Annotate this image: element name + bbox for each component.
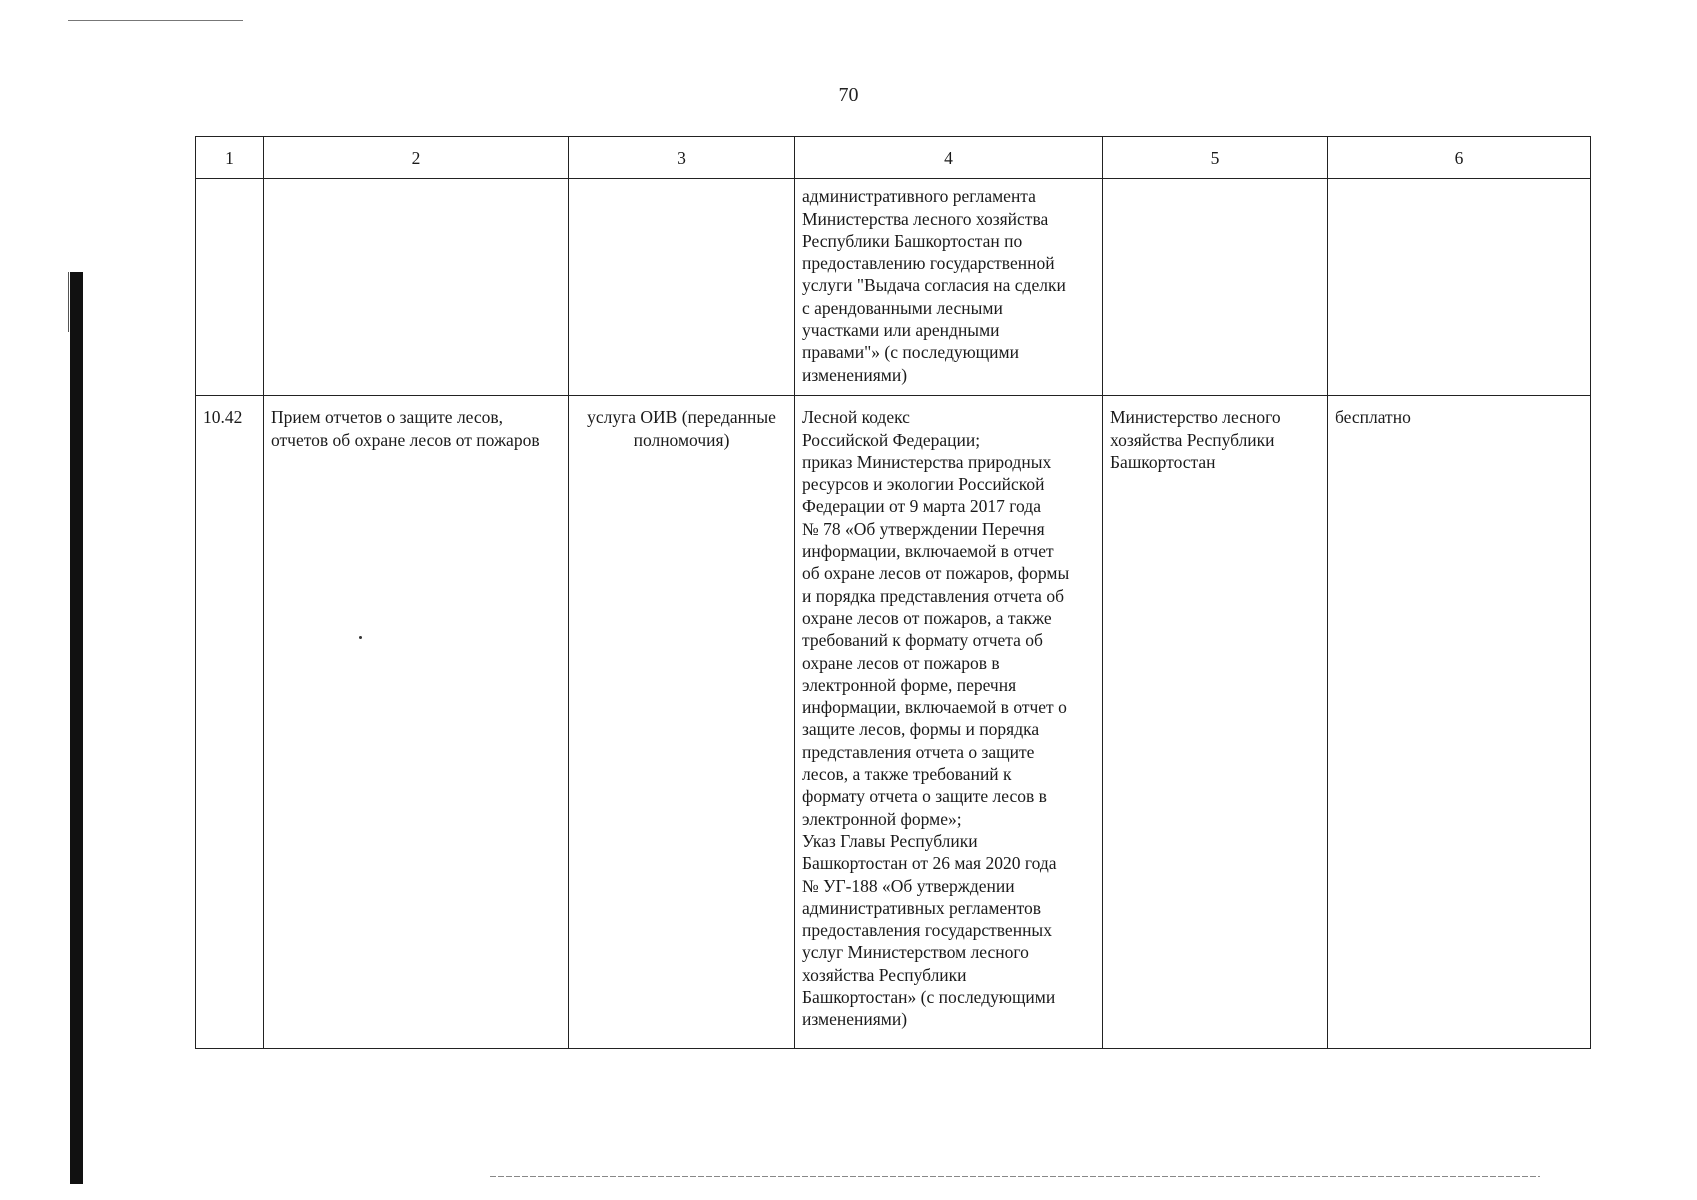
text-line: Федерации от 9 марта 2017 года	[802, 496, 1041, 517]
cell-legal-basis	[795, 396, 1103, 1049]
text-line: Республики Башкортостан по	[802, 230, 1023, 251]
text-line: ресурсов и экологии Российской	[802, 474, 1045, 495]
scan-artifact-top-line	[68, 20, 243, 21]
cell-service-name	[264, 396, 569, 1049]
cell-authority	[1103, 396, 1328, 1049]
cell-number: 10.42	[196, 396, 264, 1049]
text-line: Башкортостан	[1110, 451, 1216, 472]
text-line: формату отчета о защите лесов в	[802, 786, 1047, 807]
text-line: услуги "Выдача согласия на сделки	[802, 275, 1066, 296]
scan-artifact-left-bar	[70, 272, 83, 1184]
cell-authority	[1103, 179, 1328, 396]
services-table	[195, 136, 1591, 1049]
text-line: участками или арендными	[802, 320, 1000, 341]
text-line: Российской Федерации;	[802, 429, 981, 450]
text-line: приказ Министерства природных	[802, 451, 1052, 472]
text-line: хозяйства Республики	[1110, 429, 1275, 450]
text-line: административных регламентов	[802, 897, 1042, 918]
text-line: услуга ОИВ (переданные	[587, 407, 776, 428]
cell-fee	[1328, 179, 1591, 396]
header-cell-4: 4	[795, 137, 1103, 179]
text-line: изменениями)	[802, 364, 908, 385]
text-line: Башкортостан» (с последующими	[802, 987, 1056, 1008]
text-line: правами"» (с последующими	[802, 342, 1019, 363]
header-cell-5: 5	[1103, 137, 1328, 179]
cell-fee: бесплатно	[1328, 396, 1591, 1049]
text-line: информации, включаемой в отчет	[802, 541, 1054, 562]
cell-legal-basis	[795, 179, 1103, 396]
table-row	[196, 179, 1591, 396]
text-line: услуг Министерством лесного	[802, 942, 1029, 963]
text-line: хозяйства Республики	[802, 964, 967, 985]
header-cell-2: 2	[264, 137, 569, 179]
cell-service-name	[264, 179, 569, 396]
page-number: 70	[838, 84, 859, 106]
text-line: информации, включаемой в отчет о	[802, 697, 1067, 718]
text-line: отчетов об охране лесов от пожаров	[271, 429, 540, 450]
text-line: предоставлению государственной	[802, 253, 1055, 274]
text-line: административного регламента	[802, 186, 1036, 207]
text-line: Указ Главы Республики	[802, 830, 978, 851]
header-cell-3: 3	[569, 137, 795, 179]
cell-service-type	[569, 396, 795, 1049]
text-line: требований к формату отчета об	[802, 630, 1043, 651]
text-line: защите лесов, формы и порядка	[802, 719, 1040, 740]
text-line: Прием отчетов о защите лесов,	[271, 407, 504, 428]
scan-artifact-left-line	[68, 272, 69, 332]
scan-artifact-bottom-line	[490, 1176, 1540, 1177]
text-line: об охране лесов от пожаров, формы	[802, 563, 1070, 584]
text-line: охране лесов от пожаров, а также	[802, 607, 1052, 628]
text-line: полномочия)	[633, 429, 730, 450]
text-line: и порядка представления отчета об	[802, 585, 1064, 606]
text-line: Министерство лесного	[1110, 407, 1281, 428]
table-row	[196, 396, 1591, 1049]
text-line: изменениями)	[802, 1009, 908, 1030]
header-cell-1: 1	[196, 137, 264, 179]
cell-number	[196, 179, 264, 396]
text-line: Лесной кодекс	[802, 407, 910, 428]
text-line: № УГ-188 «Об утверждении	[802, 875, 1015, 896]
table-header-row	[196, 137, 1591, 179]
text-line: Министерства лесного хозяйства	[802, 208, 1049, 229]
text-line: электронной форме»;	[802, 808, 962, 829]
text-line: № 78 «Об утверждении Перечня	[802, 518, 1045, 539]
text-line: с арендованными лесными	[802, 297, 1003, 318]
text-line: лесов, а также требований к	[802, 764, 1012, 785]
text-line: электронной форме, перечня	[802, 674, 1017, 695]
text-line: Башкортостан от 26 мая 2020 года	[802, 853, 1057, 874]
text-line: предоставления государственных	[802, 920, 1052, 941]
text-line: представления отчета о защите	[802, 741, 1035, 762]
text-line: охране лесов от пожаров в	[802, 652, 1000, 673]
cell-service-type	[569, 179, 795, 396]
header-cell-6: 6	[1328, 137, 1591, 179]
